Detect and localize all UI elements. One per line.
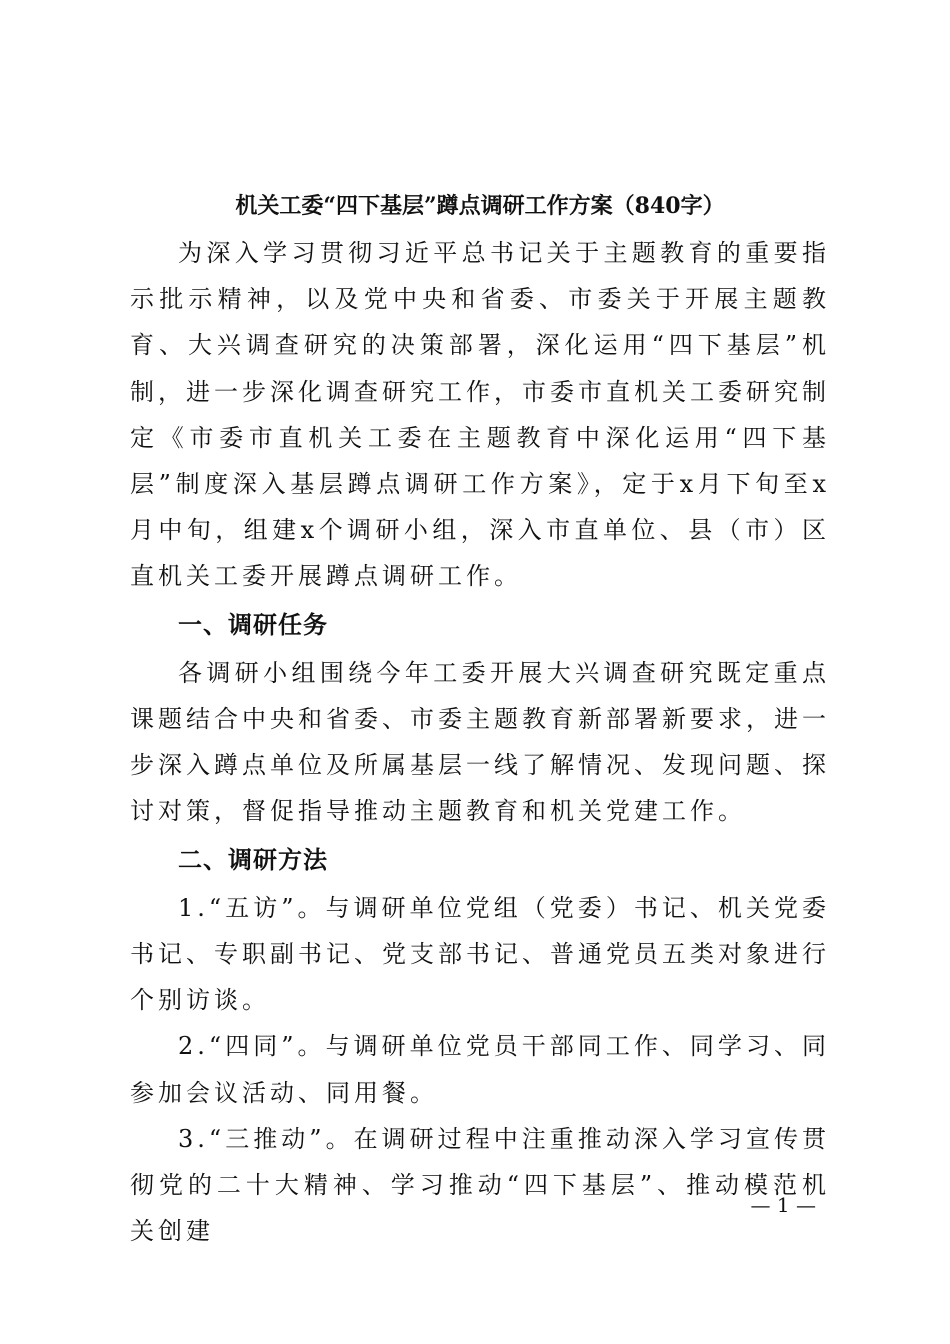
method-item-four-togethers: 2.“四同”。与调研单位党员干部同工作、同学习、同参加会议活动、同用餐。 bbox=[130, 1032, 830, 1107]
document-title: 机关工委“四下基层”蹲点调研工作方案（840字） bbox=[235, 193, 725, 219]
method-item-five-visits: 1.“五访”。与调研单位党组（党委）书记、机关党委书记、专职副书记、党支部书记、普通党员五类对象进行个别访谈。 bbox=[130, 893, 830, 1015]
section-heading-tasks: 一、调研任务 bbox=[178, 610, 328, 639]
intro-paragraph: 为深入学习贯彻习近平总书记关于主题教育的重要指示批示精神，以及党中央和省委、市委关于开展主题教育、大兴调查研究的决策部署，深化运用“四下基层”机制，进一步深化调查研究工作，市委市直机关工委研究制定《市委市直机关工委在主题教育中深化运用“四下基层”制度深入基层蹲点调研工作方案》，定于x月下旬至x月中旬，组建x个调研小组，深入市直单位、县（市）区直机关工委开展蹲点调研工作。 bbox=[130, 239, 830, 591]
document-body bbox=[130, 230, 830, 1254]
method-item-three-promotions: 3.“三推动”。在调研过程中注重推动深入学习宣传贯彻党的二十大精神、学习推动“四下基层”、推动模范机关创建 bbox=[130, 1124, 830, 1246]
page-number: — 1 — bbox=[750, 1193, 816, 1217]
tasks-paragraph: 各调研小组围绕今年工委开展大兴调查研究既定重点课题结合中央和省委、市委主题教育新部署新要求，进一步深入蹲点单位及所属基层一线了解情况、发现问题、探讨对策，督促指导推动主题教育和机关党建工作。 bbox=[130, 658, 830, 826]
section-heading-methods: 二、调研方法 bbox=[178, 845, 328, 874]
